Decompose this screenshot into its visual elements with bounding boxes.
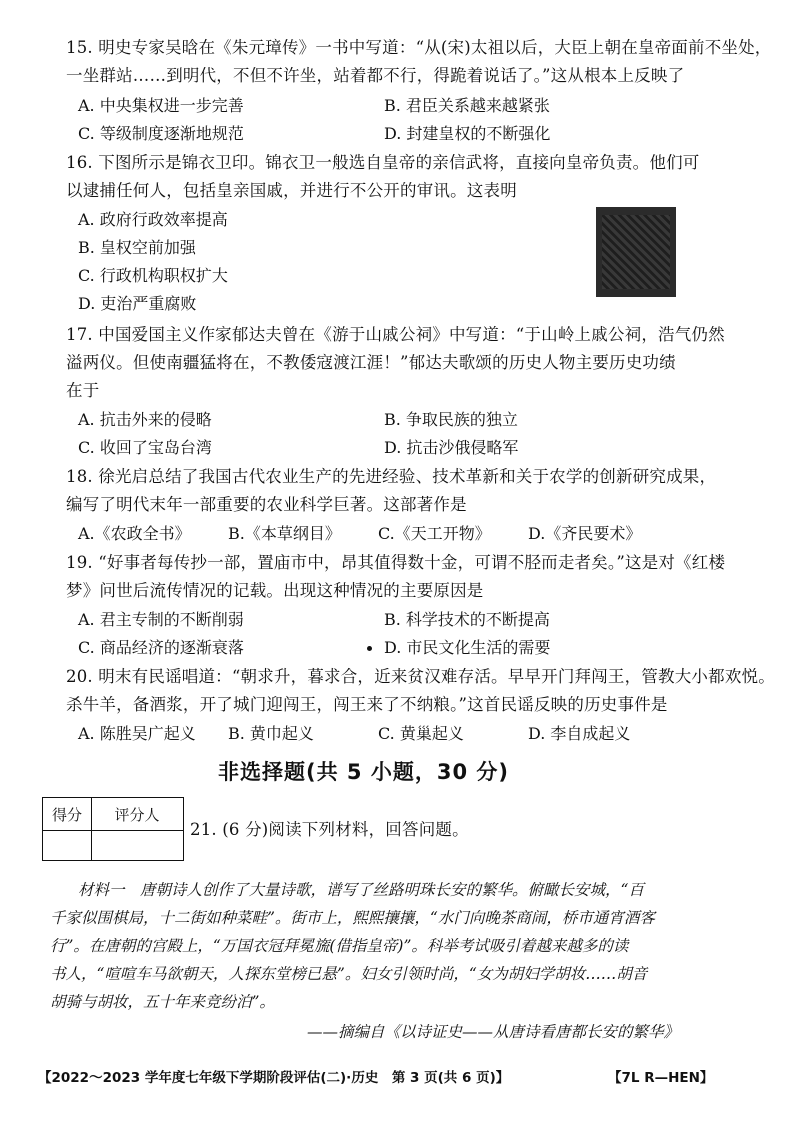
- q15-option-d: D. 封建皇权的不断强化: [384, 124, 551, 143]
- q18-stem-line1: 18. 徐光启总结了我国古代农业生产的先进经验、技术革新和关于农学的创新研究成果，: [66, 467, 717, 486]
- q20-stem-line1: 20. 明末有民谣唱道：“朝求升，暮求合，近来贫汉难存活。早早开门拜闯王，管教大小都欢悦。: [66, 667, 775, 686]
- q17-stem-line2: 溢两仪。但使南疆猛将在，不教倭寇渡江涯！”郁达夫歌颂的历史人物主要历史功绩: [66, 353, 676, 372]
- q16-stem-line1: 16. 下图所示是锦衣卫印。锦衣卫一般选自皇帝的亲信武将，直接向皇帝负责。他们可: [66, 153, 700, 172]
- material1-line1: 材料一 唐朝诗人创作了大量诗歌，谱写了丝路明珠长安的繁华。俯瞰长安城，“百: [78, 881, 644, 899]
- q18-option-b: B.《本草纲目》: [228, 524, 341, 543]
- page-footer-info: 【2022～2023 学年度七年级下学期阶段评估(二)·历史 第 3 页(共 6 页)】: [38, 1070, 510, 1086]
- q16-option-b: B. 皇权空前加强: [78, 238, 196, 257]
- score-table: [42, 797, 184, 861]
- material1-line3: 行”。在唐朝的宫殿上，“万国衣冠拜冕旒(借指皇帝)”。科举考试吸引着越来越多的读: [50, 937, 629, 955]
- material1-line5: 胡骑与胡妆，五十年来竞纷泊”。: [50, 993, 275, 1011]
- q20-option-a: A. 陈胜吴广起义: [78, 724, 196, 743]
- q19-stem-line2: 梦》问世后流传情况的记载。出现这种情况的主要原因是: [66, 581, 484, 600]
- material1-line4: 书人，“喧喧车马欲朝天，人探东堂榜已悬”。妇女引领时尚，“女为胡妇学胡妆……胡音: [50, 965, 648, 983]
- q17-option-a: A. 抗击外来的侵略: [78, 410, 212, 429]
- q15-option-c: C. 等级制度逐渐地规范: [78, 124, 244, 143]
- score-label: 得分: [51, 806, 82, 824]
- q18-stem-line2: 编写了明代末年一部重要的农业科学巨著。这部著作是: [66, 495, 467, 514]
- q18-option-c: C.《天工开物》: [378, 524, 491, 543]
- q20-option-c: C. 黄巢起义: [378, 724, 464, 743]
- q18-option-a: A.《农政全书》: [78, 524, 191, 543]
- q17-stem-line3: 在于: [66, 381, 100, 400]
- q19-option-c: C. 商品经济的逐渐衰落: [78, 638, 244, 657]
- q19-option-d: D. 市民文化生活的需要: [384, 638, 551, 657]
- q17-option-d: D. 抗击沙俄侵略军: [384, 438, 519, 457]
- q20-stem-line2: 杀牛羊，备酒浆，开了城门迎闯王，闯王来了不纳粮。”这首民谣反映的历史事件是: [66, 695, 668, 714]
- q16-option-a: A. 政府行政效率提高: [78, 210, 228, 229]
- q21-prompt: 21. (6 分)阅读下列材料，回答问题。: [190, 820, 469, 839]
- q17-option-c: C. 收回了宝岛台湾: [78, 438, 212, 457]
- section-heading: 非选择题(共 5 小题，30 分): [218, 760, 509, 784]
- stray-dot-mark: [367, 646, 372, 651]
- grader-label: 评分人: [114, 806, 160, 824]
- q19-option-a: A. 君主专制的不断削弱: [78, 610, 244, 629]
- q19-option-b: B. 科学技术的不断提高: [384, 610, 550, 629]
- q16-option-c: C. 行政机构职权扩大: [78, 266, 228, 285]
- q17-stem-line1: 17. 中国爱国主义作家郁达夫曾在《游于山戚公祠》中写道：“于山岭上戚公祠，浩气仍然: [66, 325, 725, 344]
- q20-option-b: B. 黄巾起义: [228, 724, 314, 743]
- q20-option-d: D. 李自成起义: [528, 724, 631, 743]
- q17-option-b: B. 争取民族的独立: [384, 410, 518, 429]
- material1-line2: 千家似围棋局，十二街如种菜畦”。街市上，熙熙攘攘，“水门向晚茶商闹，桥市通宵酒客: [50, 909, 655, 927]
- score-table-row-divider: [43, 830, 183, 831]
- q15-stem-line1: 15. 明史专家吴晗在《朱元璋传》一书中写道：“从(宋)太祖以后，大臣上朝在皇帝面前不坐处，: [66, 38, 772, 57]
- q18-option-d: D.《齐民要术》: [528, 524, 642, 543]
- q16-stem-line2: 以逮捕任何人，包括皇亲国戚，并进行不公开的审讯。这表明: [66, 181, 517, 200]
- q15-stem-line2: 一坐群站……到明代，不但不许坐，站着都不行，得跪着说话了。”这从根本上反映了: [66, 66, 685, 85]
- jinyiwei-seal-image: [596, 207, 676, 297]
- q15-option-b: B. 君臣关系越来越紧张: [384, 96, 550, 115]
- q15-option-a: A. 中央集权进一步完善: [78, 96, 244, 115]
- material1-source: ——摘编自《以诗证史——从唐诗看唐都长安的繁华》: [307, 1023, 680, 1041]
- q19-stem-line1: 19. “好事者每传抄一部，置庙市中，昂其值得数十金，可谓不胫而走者矣。”这是对《红楼: [66, 553, 726, 572]
- page-footer-code: 【7L R—HEN】: [608, 1070, 714, 1086]
- q16-option-d: D. 吏治严重腐败: [78, 294, 197, 313]
